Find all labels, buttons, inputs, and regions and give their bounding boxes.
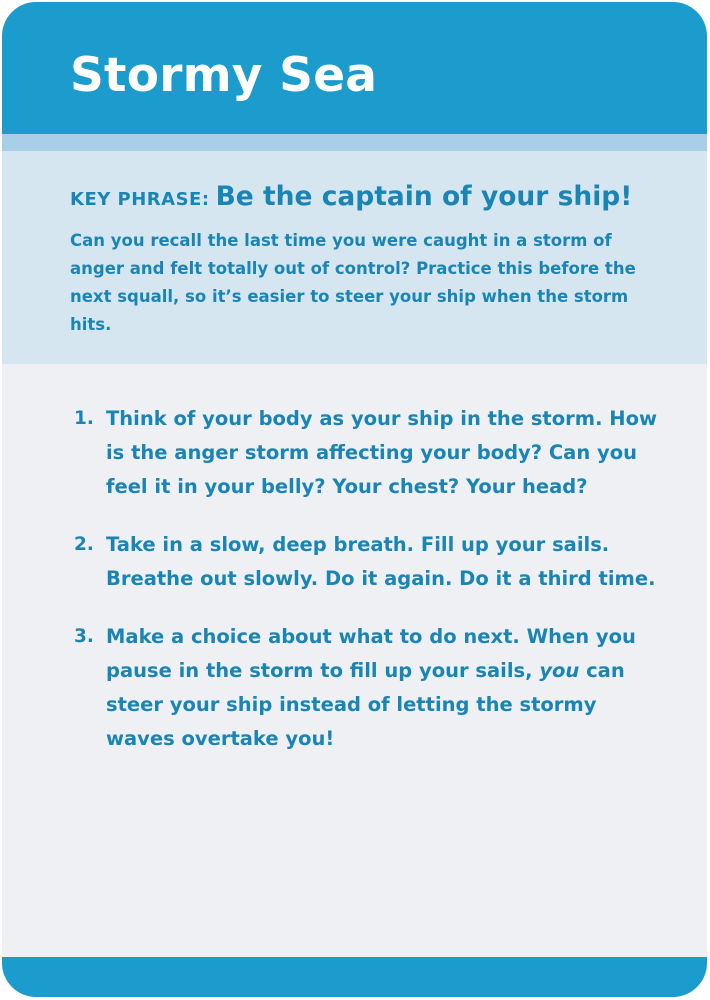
steps-list bbox=[2, 402, 707, 780]
step-text: Take in a slow, deep breath. Fill up your sails. Breathe out slowly. Do it again. Do it a third time. bbox=[106, 533, 656, 590]
step-number: 3. bbox=[74, 626, 94, 647]
activity-card bbox=[2, 2, 707, 997]
key-phrase-line bbox=[70, 181, 632, 212]
key-phrase-text: Be the captain of your ship! bbox=[215, 181, 633, 212]
step-item bbox=[2, 528, 707, 596]
step-item bbox=[2, 402, 707, 504]
footer-band bbox=[2, 957, 707, 997]
step-text: Think of your body as your ship in the storm. How is the anger storm affecting your body? Can you feel it in your belly? Your chest? Your head? bbox=[106, 407, 658, 498]
step-item bbox=[2, 620, 707, 756]
step-text-emphasis: you bbox=[539, 659, 580, 682]
step-text-part: can steer your ship instead of letting the stormy waves overtake you! bbox=[106, 659, 625, 750]
intro-paragraph: Can you recall the last time you were caught in a storm of anger and felt totally out of control? Practice this before the next squall, so it’s easier to steer your ship when the storm hits. bbox=[70, 231, 636, 334]
step-text bbox=[106, 620, 661, 756]
card-header bbox=[2, 2, 707, 134]
key-phrase-label: KEY PHRASE: bbox=[70, 189, 210, 210]
key-phrase-section bbox=[2, 151, 707, 364]
step-text-part: Make a choice about what to do next. When you pause in the storm to fill up your sails, bbox=[106, 625, 636, 682]
card-title: Stormy Sea bbox=[70, 48, 378, 103]
step-number: 1. bbox=[74, 408, 94, 429]
step-number: 2. bbox=[74, 534, 94, 555]
header-stripe bbox=[2, 134, 707, 151]
